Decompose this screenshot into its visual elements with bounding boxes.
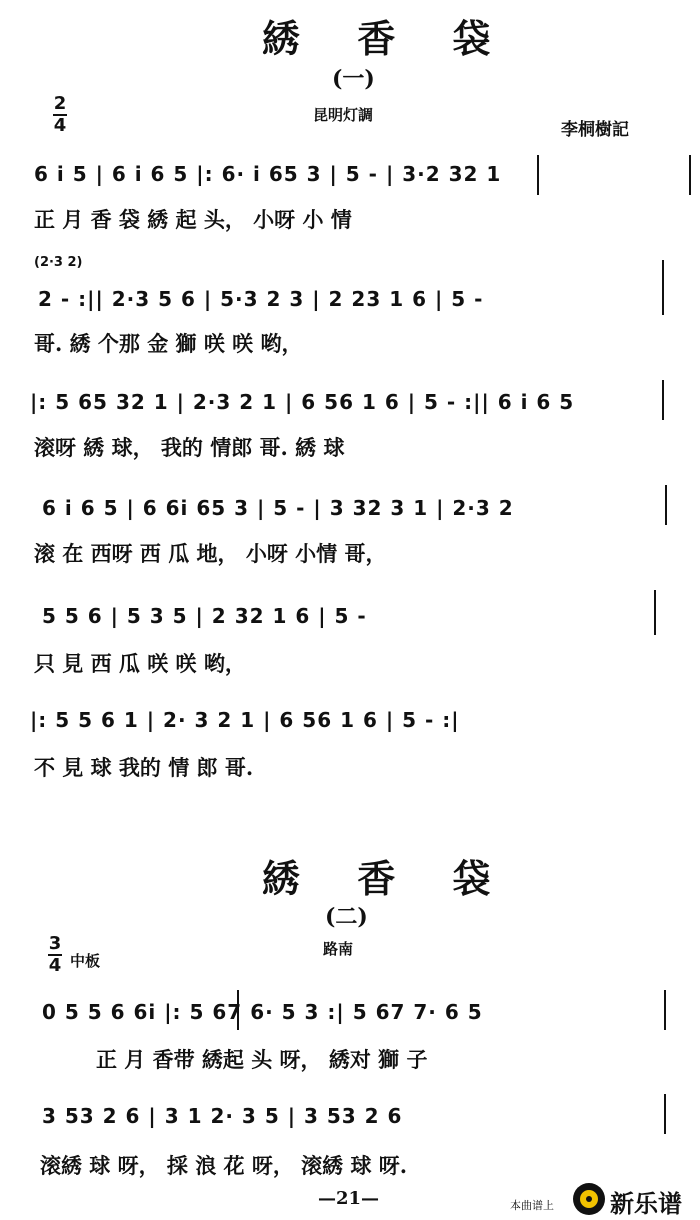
song1-recorder: 李桐樹記 <box>561 120 629 140</box>
song2-row2-notes: 3 53 2 6 | 3 1 2· 3 5 | 3 53 2 6 <box>42 1104 403 1128</box>
song1-row5-notes: 5 5 6 | 5 3 5 | 2 32 1 6 | 5 - <box>42 604 367 628</box>
time-bottom: 4 <box>53 115 67 136</box>
song2-tempo: 中板 <box>70 952 101 970</box>
song1-row6-notes: |: 5 5 6 1 | 2· 3 2 1 | 6 56 1 6 | 5 - :| <box>30 708 460 732</box>
music-disc-icon <box>572 1182 606 1216</box>
song2-place: 路南 <box>323 940 354 958</box>
song1-row4-notes: 6 i 6 5 | 6 6i 65 3 | 5 - | 3 32 3 1 | 2·3 2 <box>42 496 514 520</box>
song1-row6-lyrics: 不 見 球 我的 情 郎 哥. <box>34 755 254 780</box>
footer-credit: 本曲谱上 <box>510 1199 554 1212</box>
song1-row2-lyrics: 哥. 綉 个那 金 獅 咲 咲 哟， <box>34 331 303 356</box>
site-logo[interactable]: 新乐谱 <box>610 1190 682 1218</box>
time-top: 3 <box>48 933 62 954</box>
song2-row1-notes: 0 5 5 6 6i |: 5 67 6· 5 3 :| 5 67 7· 6 5 <box>42 1000 483 1024</box>
song2-row1-lyrics: 正 月 香带 綉起 头 呀， 綉对 獅 子 <box>96 1047 428 1072</box>
song1-row2-notes: 2 - :|| 2·3 5 6 | 5·3 2 3 | 2 23 1 6 | 5 - <box>38 287 484 311</box>
song1-row2-bracket: (2·3 2) <box>34 255 83 270</box>
song2-number: (二) <box>325 904 368 930</box>
song1-tune-note: 昆明灯調 <box>313 106 374 124</box>
song2-title: 綉 香 袋 <box>262 856 513 901</box>
time-bottom: 4 <box>48 955 62 976</box>
song1-row5-lyrics: 只 見 西 瓜 咲 咲 哟， <box>34 651 246 676</box>
song1-row3-lyrics: 滚呀 綉 球， 我的 情郎 哥. 綉 球 <box>34 435 345 460</box>
song1-row1-notes: 6 i 5 | 6 i 6 5 |: 6· i 65 3 | 5 - | 3·2 32 1 <box>34 162 502 186</box>
song1-row4-lyrics: 滚 在 西呀 西 瓜 地， 小呀 小情 哥， <box>34 541 387 566</box>
song1-row3-notes: |: 5 65 32 1 | 2·3 2 1 | 6 56 1 6 | 5 - :|| 6 i 6 5 <box>30 390 575 414</box>
page-number: —21— <box>318 1188 380 1209</box>
song1-row1-lyrics: 正 月 香 袋 綉 起 头， 小呀 小 情 <box>34 207 352 232</box>
song2-row2-lyrics: 滚綉 球 呀， 採 浪 花 呀， 滚綉 球 呀. <box>40 1153 408 1178</box>
song1-title: 綉 香 袋 <box>262 16 513 61</box>
song1-number: (一) <box>332 66 375 92</box>
time-top: 2 <box>53 93 67 114</box>
